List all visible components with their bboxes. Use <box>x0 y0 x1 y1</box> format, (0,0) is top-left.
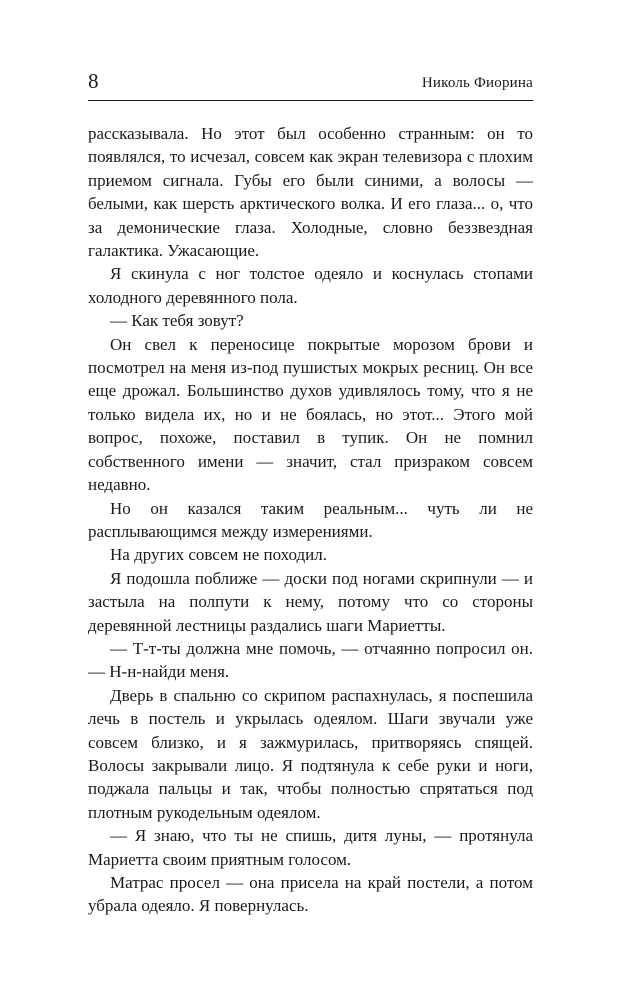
paragraph: Матрас просел — она присела на край постели, а потом убрала одеяло. Я повернулась. <box>88 873 533 916</box>
dialogue-line: — Как тебя зовут? <box>110 311 244 331</box>
paragraph: Но он казался таким реальным... чуть ли не расплывающимся между измерениями. <box>88 498 533 541</box>
dialogue-line: — Т-т-ты должна мне помочь, — отчаянно попросил он. — Н-н-найди меня. <box>88 638 533 682</box>
running-head-author: Николь Фиорина <box>421 75 533 91</box>
dialogue-line: — Я знаю, что ты не спишь, дитя луны, — протянула Мариетта своим приятным голосом. <box>88 826 533 869</box>
body-text <box>88 122 533 918</box>
paragraph: рассказывала. Но этот был особенно странным: он то появлялся, то исчезал, совсем как экран телевизора с плохим приемом сигнала. Губы его были синими, а волосы — белыми, как шерсть арктического волка. И его глаза... о, что за демонические глаза. Холодные, словно беззвездная галактика. Ужасающие. <box>88 124 533 261</box>
page-header <box>88 68 533 101</box>
paragraph: На других совсем не походил. <box>110 545 328 565</box>
paragraph: Я скинула с ног толстое одеяло и коснулась стопами холодного деревянного пола. <box>88 264 533 307</box>
page-number: 8 <box>88 69 99 93</box>
paragraph: Я подошла поближе — доски под ногами скрипнули — и застыла на полпути к нему, потому что со стороны деревянной лестницы раздались шаги Мариетты. <box>88 568 533 635</box>
paragraph: Он свел к переносице покрытые морозом брови и посмотрел на меня из-под пушистых мокрых ресниц. Он все еще дрожал. Большинство духов удивлялось тому, что я не только видела их, но и не боялась, но этот... Этого мой вопрос, похоже, поставил в тупик. Он не помнил собственного имени — значит, стал призраком совсем недавно. <box>88 334 533 495</box>
paragraph: Дверь в спальню со скрипом распахнулась, я поспешила лечь в постель и укрылась одеялом. Шаги звучали уже совсем близко, и я зажмурилась, притворяясь спящей. Волосы закрывали лицо. Я подтянула к себе руки и ноги, поджала пальцы и так, чтобы полностью спрятаться под плотным рукодельным одеялом. <box>88 685 533 822</box>
